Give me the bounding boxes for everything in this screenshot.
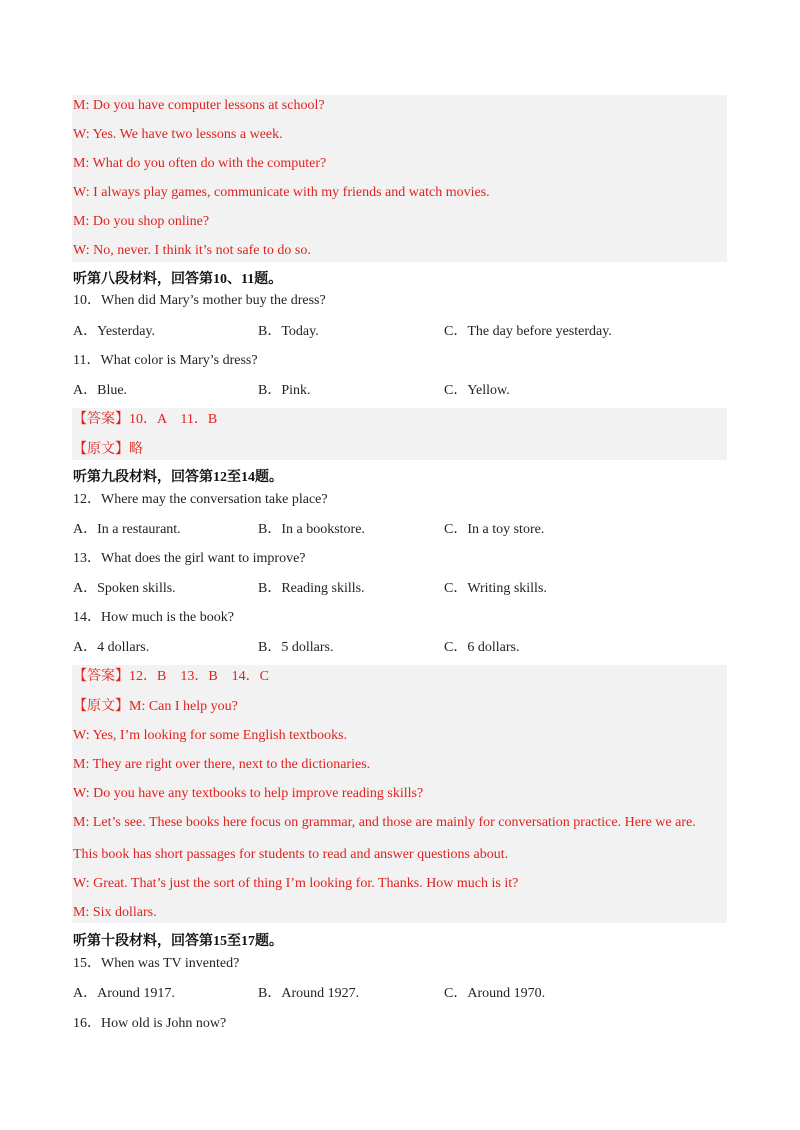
section-heading: 听第十段材料，回答第15至17题。 — [73, 934, 283, 949]
question-stem: 12．Where may the conversation take place? — [73, 492, 328, 507]
option-b: B．Today. — [258, 324, 319, 339]
option-b: B．In a bookstore. — [258, 522, 365, 537]
question-stem: 10．When did Mary’s mother buy the dress? — [73, 293, 326, 308]
option-c: C．Yellow. — [444, 383, 510, 398]
transcript-line: M: Let’s see. These books here focus on grammar, and those are mainly for conversation practice. Here we are. — [73, 815, 696, 830]
option-a: A．Around 1917. — [73, 986, 175, 1001]
transcript-line: W: Yes, I’m looking for some English textbooks. — [73, 728, 348, 743]
transcript-line: M: What do you often do with the computer? — [73, 156, 327, 171]
option-a: A．In a restaurant. — [73, 522, 181, 537]
question-stem: 11．What color is Mary’s dress? — [73, 353, 258, 368]
question-stem: 13．What does the girl want to improve? — [73, 551, 306, 566]
question-stem: 16．How old is John now? — [73, 1016, 227, 1031]
option-b: B．5 dollars. — [258, 640, 334, 655]
transcript-line: This book has short passages for students to read and answer questions about. — [73, 847, 509, 862]
transcript-line: W: No, never. I think it’s not safe to do so. — [73, 243, 311, 258]
answer-line: 【答案】12．B 13．B 14．C — [73, 669, 270, 684]
section-heading: 听第九段材料，回答第12至14题。 — [73, 470, 283, 485]
script-line: 【原文】略 — [73, 442, 143, 457]
option-a: A．4 dollars. — [73, 640, 150, 655]
option-a: A．Spoken skills. — [73, 581, 176, 596]
transcript-line: W: Great. That’s just the sort of thing I’m looking for. Thanks. How much is it? — [73, 876, 519, 891]
question-stem: 14．How much is the book? — [73, 610, 234, 625]
script-line — [73, 698, 238, 716]
option-c: C．6 dollars. — [444, 640, 520, 655]
question-stem: 15．When was TV invented? — [73, 956, 240, 971]
option-b: B．Pink. — [258, 383, 311, 398]
section-heading: 听第八段材料，回答第10、11题。 — [73, 272, 283, 287]
option-b: B．Reading skills. — [258, 581, 365, 596]
option-c: C．The day before yesterday. — [444, 324, 612, 339]
transcript-line: M: Six dollars. — [73, 905, 157, 920]
option-c: C．In a toy store. — [444, 522, 545, 537]
transcript-line: M: Do you shop online? — [73, 214, 210, 229]
answer-line: 【答案】10．A 11．B — [73, 412, 218, 427]
script-label: 【原文】 — [73, 699, 129, 714]
option-c: C．Writing skills. — [444, 581, 547, 596]
option-c: C．Around 1970. — [444, 986, 546, 1001]
transcript-line: M: Do you have computer lessons at school? — [73, 98, 325, 113]
transcript-block — [72, 95, 727, 262]
transcript-line: W: Do you have any textbooks to help improve reading skills? — [73, 786, 424, 801]
option-a: A．Blue. — [73, 383, 128, 398]
option-b: B．Around 1927. — [258, 986, 360, 1001]
script-first-line: M: Can I help you? — [129, 699, 238, 714]
transcript-line: M: They are right over there, next to the dictionaries. — [73, 757, 371, 772]
transcript-line: W: I always play games, communicate with my friends and watch movies. — [73, 185, 490, 200]
transcript-line: W: Yes. We have two lessons a week. — [73, 127, 283, 142]
option-a: A．Yesterday. — [73, 324, 156, 339]
